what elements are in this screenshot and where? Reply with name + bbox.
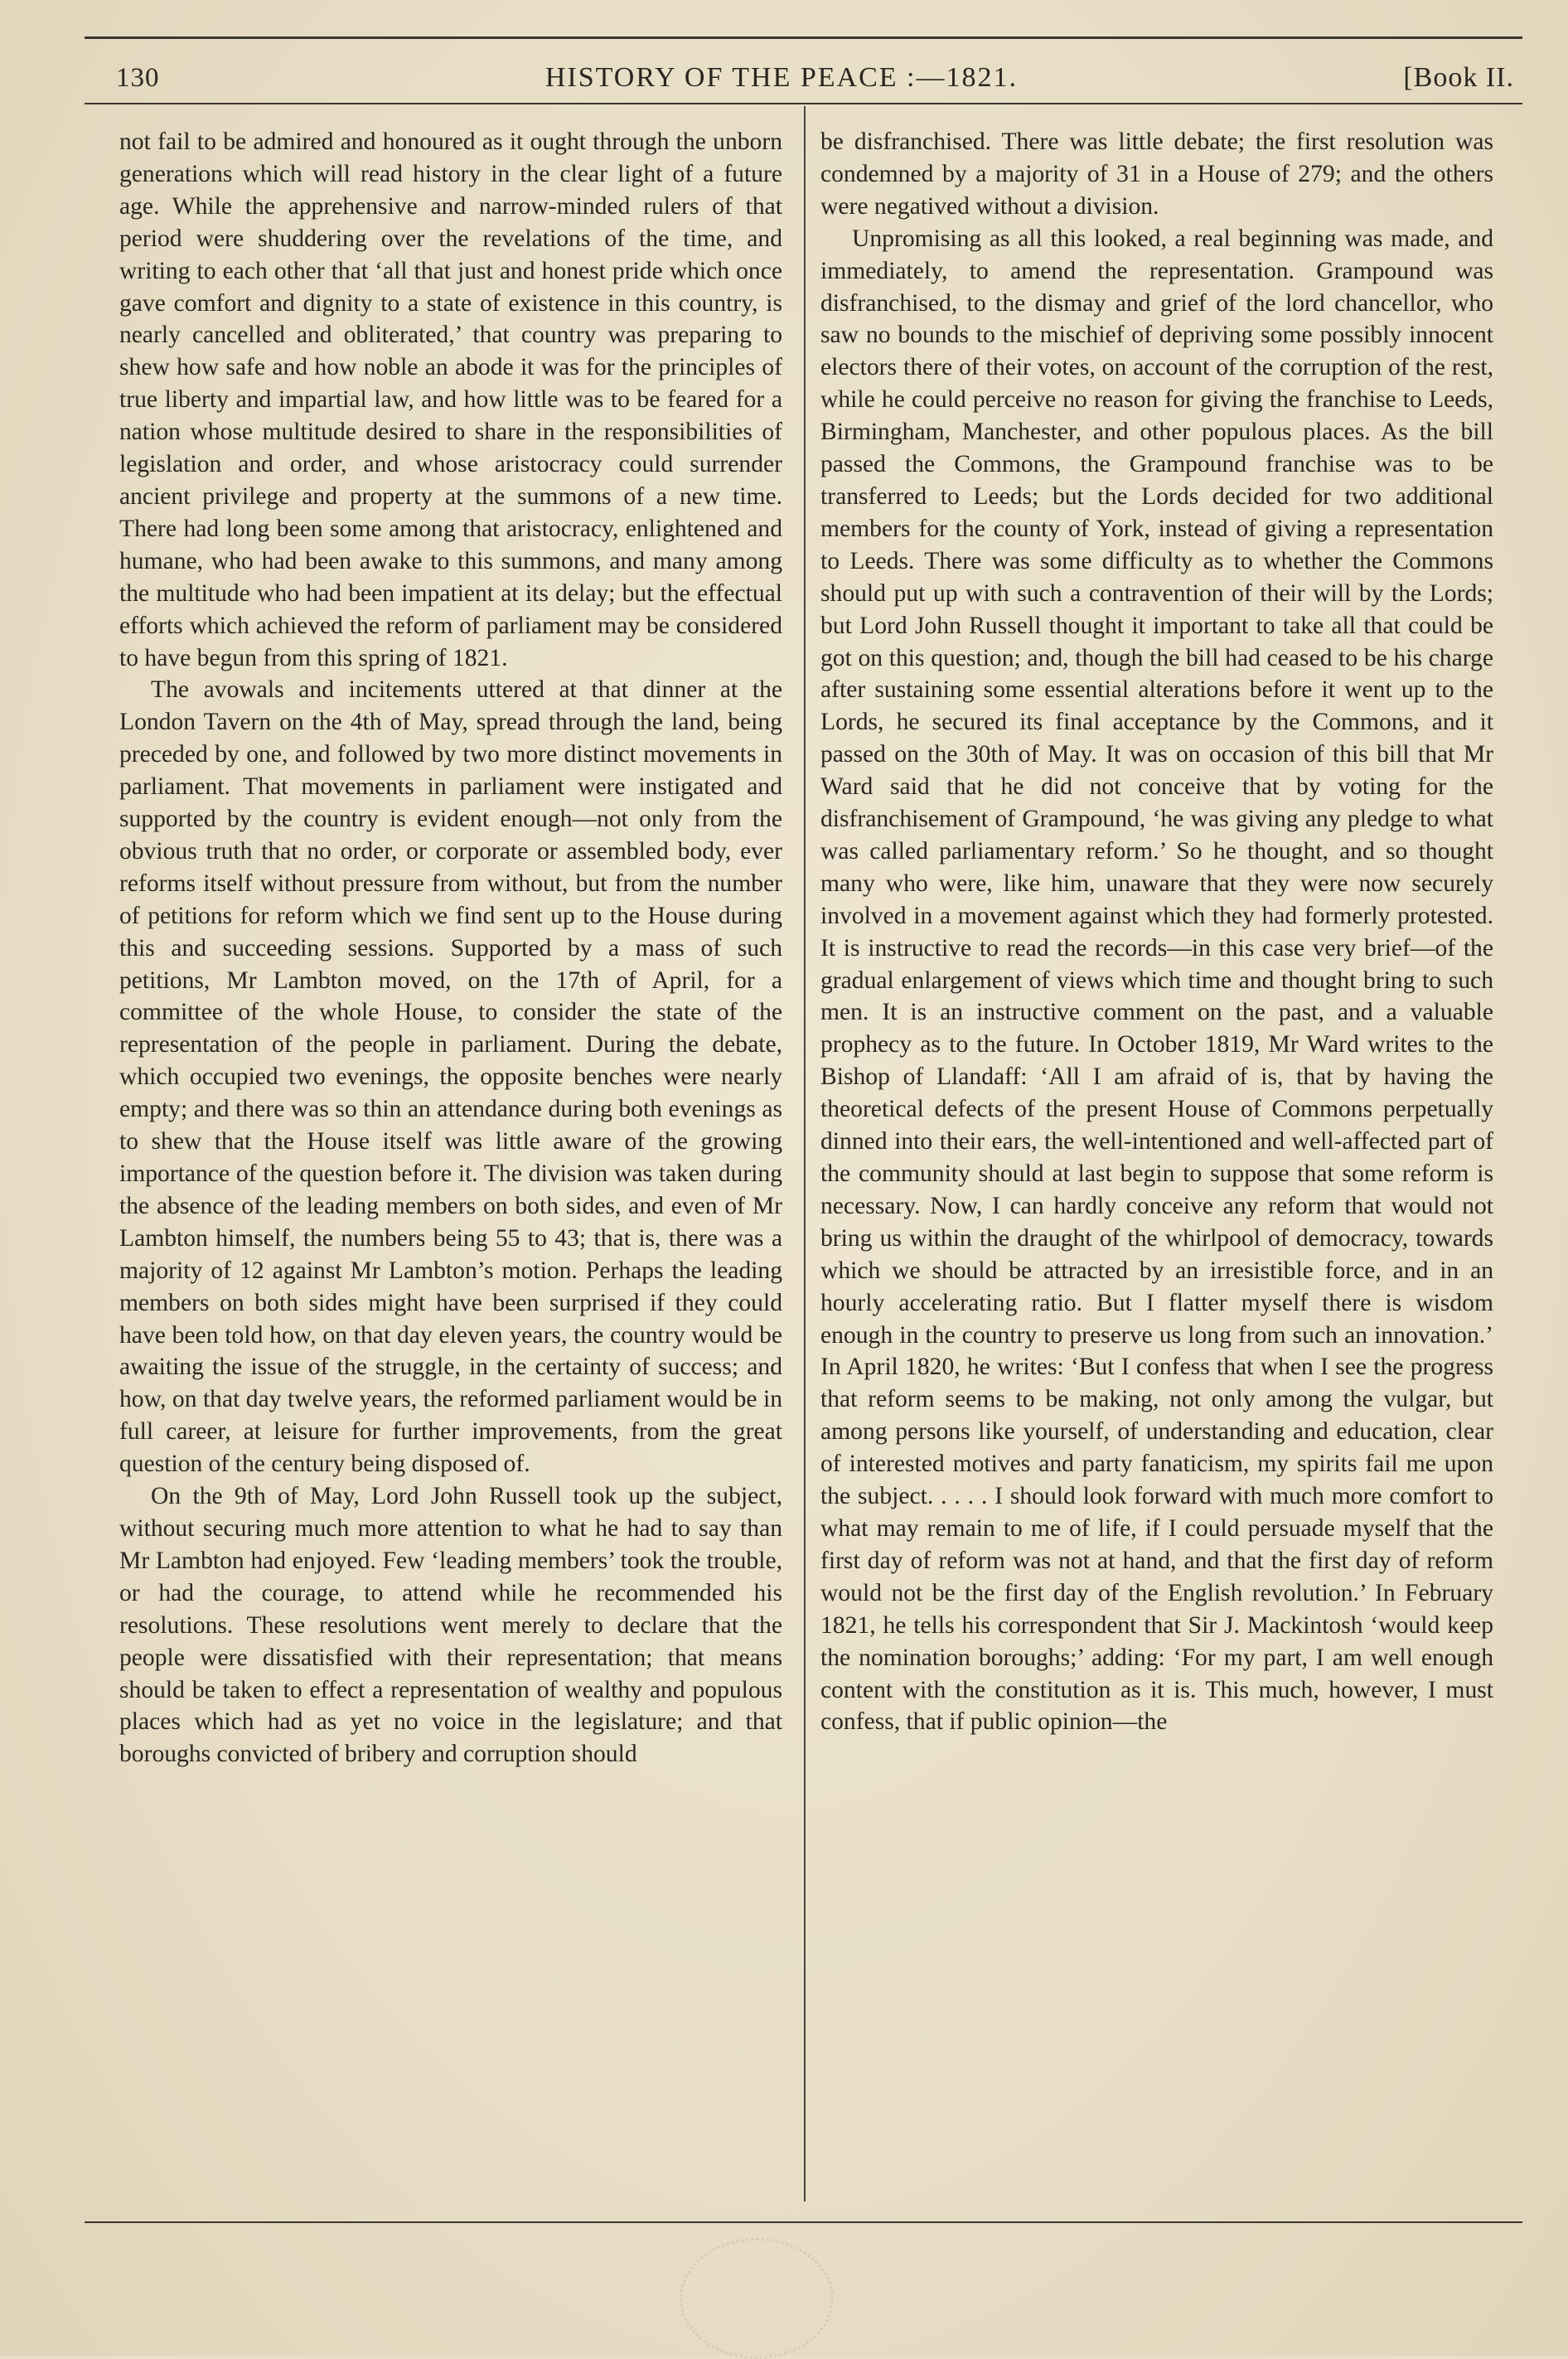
library-stamp bbox=[680, 2238, 834, 2359]
paragraph: The avowals and incitements uttered at that dinner at the London Tavern on the 4th of May, spread through the land, being preceded by one, and followed by two more distinct movements in parliament. That movements in parliament were instigated and supported by the country is evident enough—not only from the obvious truth that no order, or corporate or assembled body, ever reforms itself without pressure from without, but from the number of petitions for reform which we find sent up to the House during this and succeeding sessions. Supported by a mass of such petitions, Mr Lambton moved, on the 17th of April, for a committee of the whole House, to consider the state of the representation of the people in parliament. During the debate, which occupied two evenings, the opposite benches were nearly empty; and there was so thin an attendance during both evenings as to shew that the House itself was little aware of the growing importance of the question before it. The division was taken during the absence of the leading members on both sides, and even of Mr Lambton himself, the numbers being 55 to 43; that is, there was a majority of 12 against Mr Lambton’s motion. Perhaps the leading members on both sides might have been surprised if they could have been told how, on that day eleven years, the country would be awaiting the issue of the struggle, in the certainty of success; and how, on that day twelve years, the reformed parliament would be in full career, at leisure for further improvements, from the great question of the century being disposed of. bbox=[119, 676, 782, 1478]
page-number: 130 bbox=[116, 62, 160, 93]
header-rule bbox=[85, 103, 1522, 104]
paragraph: not fail to be admired and honoured as it ought through the unborn generations which will read history in the clear light of a future age. While the apprehensive and narrow-minded rulers of that period were shuddering over the revelations of the time, and writing to each other that ‘all that just and honest pride which once gave comfort and dignity to a state of existence in this country, is nearly cancelled and obliterated,’ that country was preparing to shew how safe and how noble an abode it was for the principles of true liberty and impartial law, and how little was to be feared for a nation whose multitude desired to share in the responsibilities of legislation and order, and whose aristocracy could surrender ancient privilege and property at the summons of a new time. There had long been some among that aristocracy, enlightened and humane, who had been awake to this summons, and many among the multitude who had been impatient at its delay; but the effectual efforts which achieved the reform of parliament may be considered to have begun from this spring of 1821. bbox=[119, 128, 782, 671]
running-title: HISTORY OF THE PEACE :—1821. bbox=[544, 62, 1018, 93]
paragraph: Unpromising as all this looked, a real beginning was made, and immediately, to amend the representation. Grampound was disfranchised, to the dismay and grief of the lord chancellor, who saw no bounds to the mischief of depriving some possibly innocent electors there of their votes, on account of the corruption of the rest, while he could perceive no reason for giving the franchise to Leeds, Birmingham, Manchester, and other populous places. As the bill passed the Commons, the Grampound franchise was to be transferred to Leeds; but the Lords decided for two additional members for the county of York, instead of giving a representation to Leeds. There was some difficulty as to whether the Commons should put up with such a contravention of their will by the Lords; but Lord John Russell thought it important to take all that could be got on this question; and, though the bill had ceased to be his charge after sustaining some essential alterations before it went up to the Lords, he secured its final acceptance by the Commons, and it passed on the 30th of May. It was on occasion of this bill that Mr Ward said that he did not conceive that by voting for the disfranchisement of Grampound, ‘he was giving any pledge to what was called parliamentary reform.’ So he thought, and so thought many who were, like him, unaware that they were now securely involved in a movement against which they had formerly protested. It is instructive to read the records—in this case very brief—of the gradual enlargement of views which time and thought bring to such men. It is an instructive comment on the past, and a valuable prophecy as to the future. In October 1819, Mr Ward writes to the Bishop of Llandaff: ‘All I am afraid of is, that by having the theoretical defects of the present House of Commons perpetually dinned into their ears, the well-intentioned and well-affected part of the community should at last begin to suppose that some reform is necessary. Now, I can hardly conceive any reform that would not bring us within the draught of the whirlpool of democracy, towards which we should be attracted by an irresistible force, and in an hourly accelerating ratio. But I flatter myself there is wisdom enough in the country to preserve us long from such an innovation.’ In April 1820, he writes: ‘But I confess that when I see the progress that reform seems to be making, not only among the vulgar, but among persons like yourself, of understanding and education, clear of interested motives and party fanaticism, my spirits fail me upon the subject. . . . . I should look forward with much more comfort to what may remain to me of life, if I could persuade myself that the first day of reform was not at hand, and that the first day of reform would not be the first day of the English revolution.’ In February 1821, he tells his correspondent that Sir J. Mackintosh ‘would keep the nomination boroughs;’ adding: ‘For my part, I am well enough content with the constitution as it is. This much, however, I must confess, that if public opinion—the bbox=[820, 225, 1493, 1736]
book-label: [Book II. bbox=[1403, 62, 1514, 93]
column-divider bbox=[804, 106, 806, 2202]
top-rule bbox=[85, 36, 1522, 39]
right-column bbox=[820, 126, 1493, 1738]
paragraph: On the 9th of May, Lord John Russell took up the subject, without securing much more attention to what he had to say than Mr Lambton had enjoyed. Few ‘leading members’ took the trouble, or had the courage, to attend while he recommended his resolutions. These resolutions went merely to declare that the people were dissatisfied with their representation; that means should be taken to effect a representation of wealthy and populous places which had as yet no voice in the legislature; and that boroughs convicted of bribery and corruption should bbox=[119, 1483, 782, 1768]
paragraph: be disfranchised. There was little debate; the first resolution was condemned by a majority of 31 in a House of 279; and the others were negatived without a division. bbox=[820, 128, 1493, 220]
page-header bbox=[116, 55, 1514, 101]
left-column bbox=[119, 126, 782, 1770]
bottom-rule bbox=[85, 2221, 1522, 2223]
